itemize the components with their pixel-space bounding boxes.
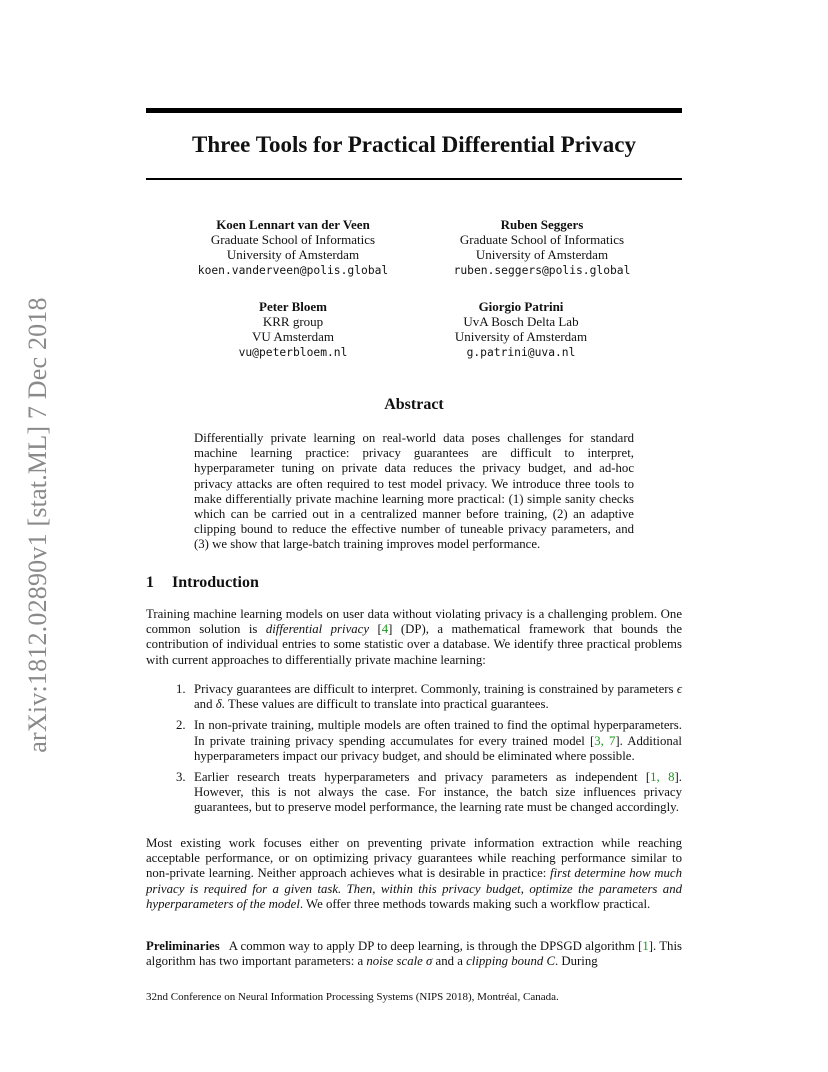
author-affiliation: University of Amsterdam — [475, 247, 609, 263]
author-name: Koen Lennart van der Veen — [216, 217, 370, 232]
text-run: (DP), a mathematical framework that bounds the contribution of individual entries to some statistic over a database. We identify three practical problems with current approaches to differentially private machine learning: — [146, 622, 683, 667]
abstract-text: Differentially private learning on real-world data poses challenges for standard machine learning practice: privacy guarantees are difficult to interpret, hyperparameter tuning on private data reduces the privacy budget, and ad-hoc privacy attacks are often required to test model privacy. We introduce three tools to make differentially private machine learning more practical: (1) simple sanity checks which can be carried out in a centralized manner before training, (2) an adaptive clipping bound to reduce the effective number of tuneable privacy parameters, and (3) we show that large-batch training improves model performance. — [194, 431, 634, 552]
text-run: and — [194, 697, 216, 712]
author-block — [163, 217, 423, 278]
text-run: In non-private training, multiple models are often trained to find the optimal hyperparameters. In private training privacy spending accumulates for every trained model — [194, 718, 682, 748]
title-rule-bottom — [146, 178, 682, 180]
text-run: Training machine learning models on user data without violating privacy is a challenging problem. One common solution is — [146, 607, 682, 637]
list-number: 3. — [176, 770, 186, 785]
paper-title: Three Tools for Practical Differential Privacy — [192, 132, 636, 157]
citation-link[interactable]: [ 3, 7 ] — [590, 734, 620, 748]
text-run: . During — [554, 954, 598, 969]
author-affiliation: University of Amsterdam — [226, 247, 360, 263]
text-run: . We offer three methods towards making such a workflow practical. — [299, 896, 651, 911]
abstract-heading: Abstract — [384, 396, 444, 413]
paragraph-heading: Preliminaries — [146, 939, 220, 953]
author-email[interactable]: g.patrini@uva.nl — [466, 345, 576, 359]
author-name: Ruben Seggers — [500, 217, 584, 232]
list-number: 2. — [176, 718, 186, 733]
author-email[interactable]: koen.vanderveen@polis.global — [197, 263, 389, 277]
section-title: Introduction — [172, 574, 259, 591]
author-affiliation: UvA Bosch Delta Lab — [463, 314, 579, 330]
author-email[interactable]: ruben.seggers@polis.global — [453, 263, 631, 277]
problem-list — [176, 682, 682, 822]
citation-link[interactable]: [ 4 ] — [377, 622, 392, 636]
preliminaries-paragraph — [146, 939, 682, 969]
emphasis: differential privacy — [265, 622, 370, 637]
list-item — [176, 770, 682, 816]
text-run: . Additional hyperparameters impact our privacy budget, and should be eliminated where possible. — [194, 733, 682, 763]
list-item — [176, 718, 682, 764]
author-affiliation: Graduate School of Informatics — [210, 232, 376, 248]
emphasis: noise scale σ — [366, 954, 433, 969]
text-run: . These values are difficult to translate into practical guarantees. — [221, 697, 549, 712]
author-affiliation: VU Amsterdam — [252, 329, 334, 345]
author-affiliation: Graduate School of Informatics — [459, 232, 625, 248]
section-heading — [146, 574, 259, 592]
list-item — [176, 682, 682, 712]
text-run: . However, this is not always the case. For instance, the batch size influences privacy guarantees, but to preserve model performance, the learning rate must be changed accordingly. — [194, 770, 682, 815]
conference-footnote: 32nd Conference on Neural Information Processing Systems (NIPS 2018), Montréal, Canada. — [146, 991, 559, 1003]
arxiv-stamp: arXiv:1812.02890v1 [stat.ML] 7 Dec 2018 — [23, 297, 52, 753]
author-email[interactable]: vu@peterbloem.nl — [238, 345, 348, 359]
emphasis: first determine how much privacy is required for a given task. Then, within this privacy budget, optimize the parameters and hyperparameters of the model — [146, 866, 682, 911]
author-affiliation: KRR group — [262, 314, 324, 330]
text-run: Privacy guarantees are difficult to interpret. Commonly, training is constrained by parameters — [194, 682, 677, 696]
author-block — [412, 217, 672, 278]
math-symbol: δ — [215, 697, 222, 712]
author-affiliation: University of Amsterdam — [454, 329, 588, 345]
text-run: Earlier research treats hyperparameters and privacy parameters as independent — [194, 770, 646, 785]
text-run: A common way to apply DP to deep learning, is through the DPSGD algorithm — [219, 939, 639, 953]
section-number: 1 — [146, 574, 154, 591]
emphasis: clipping bound C — [466, 954, 555, 969]
text-run: and a — [432, 954, 467, 969]
author-name: Giorgio Patrini — [478, 299, 564, 314]
math-symbol: ϵ — [676, 682, 682, 696]
text-run: . This algorithm has two important parameters: a — [146, 939, 682, 969]
body-paragraph — [146, 836, 682, 912]
text-run: Most existing work focuses either on preventing private information extraction while reaching acceptable performance, or on optimizing privacy guarantees while reaching performance similar to non-private learning. Neither approach achieves what is desirable in practice: — [146, 836, 682, 881]
title-rule-top — [146, 108, 682, 113]
author-name: Peter Bloem — [259, 299, 327, 314]
citation-link[interactable]: [ 1 ] — [638, 939, 653, 953]
citation-link[interactable]: [ 1, 8 ] — [646, 770, 679, 784]
author-block — [391, 299, 651, 360]
intro-paragraph — [146, 607, 682, 668]
list-number: 1. — [176, 682, 186, 696]
author-block — [163, 299, 423, 360]
